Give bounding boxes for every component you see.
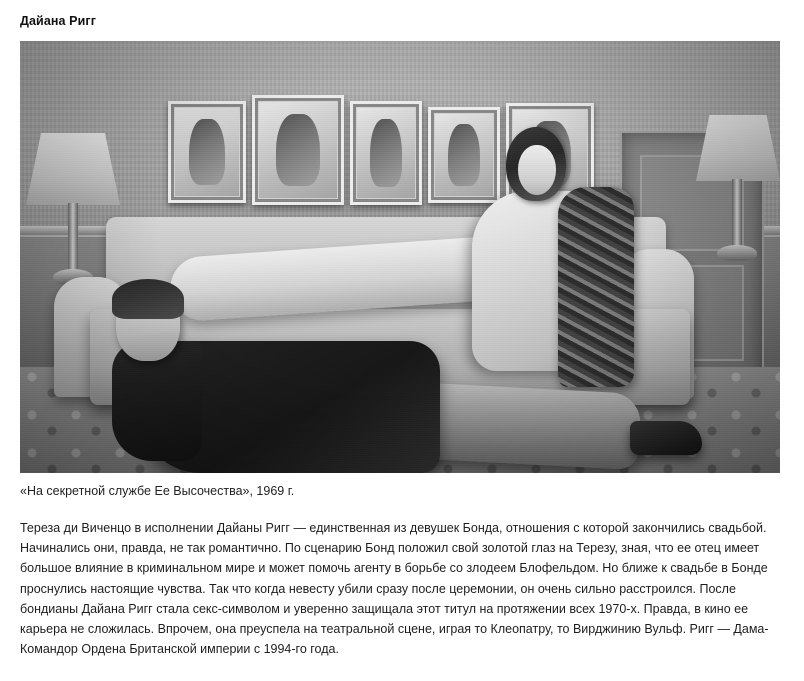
frame-art <box>259 102 337 198</box>
woman-face <box>518 145 556 195</box>
photo-scene <box>20 41 780 473</box>
frame-art <box>357 108 415 198</box>
article-body: Тереза ди Виченцо в исполнении Дайаны Ригг — единственная из девушек Бонда, отношения с которой закончились свадьбой. Начинались они, правда, не так романтично. По сценарию Бонд положил свой золотой глаз на Терезу, зная, что ее отец имеет большое влияние в криминальном мире и может помочь агенту в борьбе со злодеем Блофельдом. Но ближе к свадьбе в Бонде проснулись настоящие чувства. Так что когда невесту убили сразу после церемонии, он очень сильно расстроился. После бондианы Дайана Ригг стала секс-символом и уверенно защищала этот титул на протяжении всех 1970-х. Правда, в кино ее карьера не сложилась. Впрочем, она преуспела на театральной сцене, играя то Клеопатру, то Вирджинию Вульф. Ригг — Дама-Командор Ордена Британской империи с 1994-го года. <box>20 520 769 657</box>
frame-art <box>175 108 239 196</box>
picture-frame <box>252 95 344 205</box>
man-hair <box>112 279 184 319</box>
table-lamp-left <box>26 133 120 205</box>
table-lamp-right <box>696 115 780 181</box>
frame-art <box>435 114 493 196</box>
picture-frame <box>428 107 500 203</box>
man-shoe <box>630 421 702 455</box>
picture-frame <box>168 101 246 203</box>
picture-frame <box>350 101 422 205</box>
lamp-stem <box>732 179 742 251</box>
lamp-stem <box>68 203 78 273</box>
lamp-base <box>717 245 757 261</box>
article-photo <box>20 41 780 473</box>
page-title: Дайана Ригг <box>20 14 97 28</box>
woman-jacket <box>558 187 634 387</box>
photo-caption: «На секретной службе Ее Высочества», 1969 г. <box>20 484 295 498</box>
